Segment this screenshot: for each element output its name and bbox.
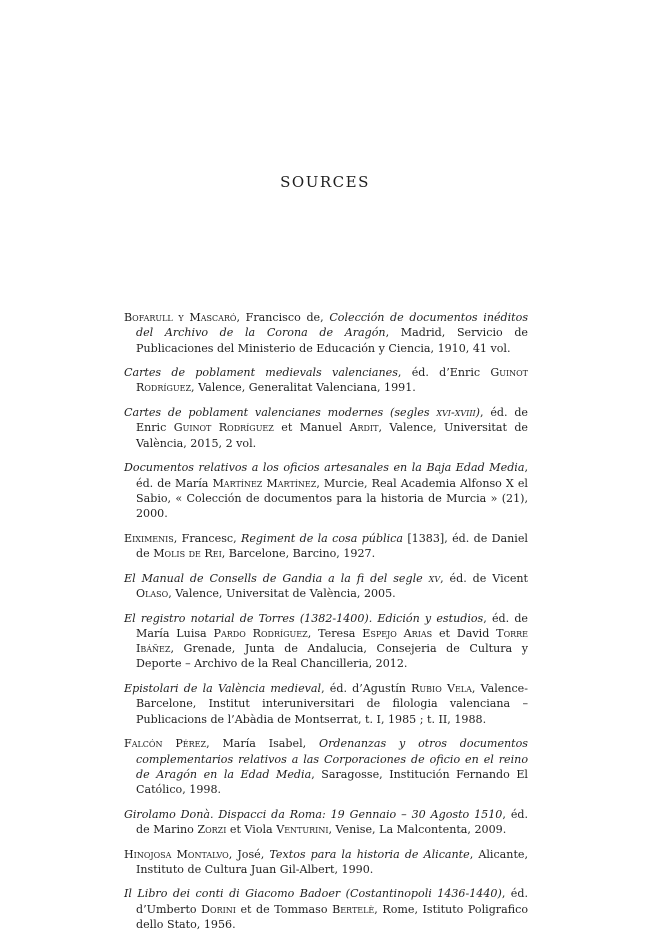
entry-text-segment: El registro notarial de Torres (1382-1400). Edición y estudios bbox=[124, 611, 484, 625]
entry-text-segment: , Valence, Universitat de València, 2005. bbox=[168, 586, 396, 600]
bibliography-entry bbox=[124, 611, 528, 672]
entry-text-segment: , Valence, Generalitat Valenciana, 1991. bbox=[191, 381, 416, 395]
entry-text-segment: , Francisco de, bbox=[236, 311, 330, 324]
entry-text-segment: , Madrid, Servicio de Publicaciones del Ministerio de Educación y Ciencia, 1910, 41 vol. bbox=[136, 326, 528, 355]
entry-text-segment: Cartes de poblament valencianes modernes (segles bbox=[124, 406, 437, 420]
bibliography-entry bbox=[124, 365, 528, 396]
entry-text-segment: Guinot Rodríguez bbox=[136, 366, 529, 395]
entry-text-segment: , Teresa bbox=[307, 626, 363, 640]
bibliography-entry bbox=[124, 531, 528, 562]
entry-text-segment: Dorini bbox=[201, 902, 236, 916]
entry-text-segment: et Manuel bbox=[273, 421, 350, 435]
entry-text-segment: ) bbox=[475, 406, 480, 420]
entry-text-segment: et Viola bbox=[226, 822, 277, 836]
entry-text-segment: , éd. de Vicent bbox=[440, 571, 528, 585]
entry-text-segment: Eiximenis bbox=[124, 531, 174, 545]
entry-text-segment: , Saragosse, Institución Fernando El Católico, 1998. bbox=[136, 767, 528, 797]
bibliography-entry bbox=[124, 736, 528, 797]
entry-text-segment: , Alicante, Instituto de Cultura Juan Gil-Albert, 1990. bbox=[136, 847, 528, 876]
bibliography-list bbox=[124, 310, 528, 942]
bibliography-entry bbox=[124, 571, 528, 602]
entry-text-segment: , José, bbox=[228, 847, 270, 861]
entry-text-segment: Colección de documentos inéditos del Archivo de la Corona de Aragón bbox=[136, 311, 529, 340]
entry-text-segment: , Rome, Istituto Poligrafico dello Stato, 1956. bbox=[136, 902, 528, 932]
entry-text-segment: Pardo Rodríguez bbox=[213, 626, 308, 640]
entry-text-segment: , Venise, La Malcontenta, 2009. bbox=[328, 822, 507, 836]
entry-text-segment: , María Isabel, bbox=[206, 737, 320, 751]
entry-text-segment: et de Tommaso bbox=[235, 902, 333, 916]
entry-text-segment: Molis de Rei bbox=[153, 547, 222, 561]
entry-text-segment: Rubio Vela bbox=[411, 682, 472, 696]
entry-text-segment: xv bbox=[428, 571, 441, 585]
entry-text-segment: Falcón Pérez bbox=[124, 737, 207, 751]
entry-text-segment: , éd. d’Umberto bbox=[136, 887, 529, 916]
entry-text-segment: , éd. d’Enric bbox=[397, 366, 491, 380]
entry-text-segment: , éd. de María bbox=[136, 461, 528, 490]
bibliography-entry bbox=[124, 681, 528, 727]
entry-text-segment: xvi-xviii bbox=[436, 406, 476, 420]
entry-text-segment: Espejo Arias bbox=[362, 626, 433, 640]
entry-text-segment: Ardit bbox=[349, 421, 379, 435]
entry-text-segment: Torre Ibáñez bbox=[136, 626, 529, 656]
entry-text-segment: Epistolari de la València medieval bbox=[124, 682, 322, 696]
bibliography-entry bbox=[124, 310, 528, 356]
entry-text-segment: El Manual de Consells de Gandia a la fi del segle bbox=[124, 571, 429, 585]
entry-text-segment: Documentos relativos a los oficios artesanales en la Baja Edad Media bbox=[124, 461, 525, 475]
entry-text-segment: Il Libro dei conti di Giacomo Badoer (Costantinopoli 1436-1440) bbox=[124, 887, 502, 901]
bibliography-entry bbox=[124, 886, 528, 932]
entry-text-segment: et David bbox=[432, 626, 497, 640]
bibliography-entry bbox=[124, 807, 528, 838]
entry-text-segment: [1383], éd. de Daniel de bbox=[136, 531, 528, 561]
bibliography-entry bbox=[124, 460, 528, 521]
entry-text-segment: , Francesc, bbox=[173, 531, 241, 545]
entry-text-segment: Bertelè bbox=[332, 902, 375, 916]
entry-text-segment: Cartes de poblament medievals valencianes bbox=[124, 366, 398, 380]
entry-text-segment: Bofarull y Mascaró bbox=[124, 311, 237, 324]
entry-text-segment: Textos para la historia de Alicante bbox=[269, 847, 470, 861]
entry-text-segment: Girolamo Donà. Dispacci da Roma: 19 Gennaio – 30 Agosto 1510 bbox=[124, 807, 503, 821]
entry-text-segment: , Murcie, Real Academia Alfonso X el Sabio, « Colección de documentos para la historia de Murcia » (21), 2000. bbox=[136, 476, 528, 521]
bibliography-entry bbox=[124, 847, 528, 878]
entry-text-segment: , éd. de Marino bbox=[136, 807, 529, 836]
entry-text-segment: , éd. de María Luisa bbox=[136, 611, 528, 640]
entry-text-segment: , Grenade, Junta de Andalucia, Consejeria de Cultura y Deporte – Archivo de la Real Chancilleria, 2012. bbox=[136, 642, 528, 671]
entry-text-segment: Venturini bbox=[276, 822, 329, 836]
entry-text-segment: , Barcelone, Barcino, 1927. bbox=[221, 547, 376, 561]
entry-text-segment: Zorzi bbox=[197, 822, 227, 836]
entry-text-segment: , Valence, Universitat de València, 2015, 2 vol. bbox=[136, 421, 528, 450]
bibliography-entry bbox=[124, 405, 528, 451]
entry-text-segment: Martínez Martínez bbox=[212, 476, 317, 490]
entry-text-segment: Regiment de la cosa pública bbox=[241, 531, 403, 545]
entry-text-segment: , Valence-Barcelone, Institut interuniversitari de filologia valenciana – Publicacions de l’Abàdia de Montserrat, t. I, 1985 ; t. II, 1988. bbox=[136, 682, 528, 726]
entry-text-segment: Guinot Rodríguez bbox=[173, 421, 274, 435]
entry-text-segment: , éd. d’Agustín bbox=[321, 682, 412, 696]
entry-text-segment: Olaso bbox=[136, 586, 169, 600]
entry-text-segment: , éd. de Enric bbox=[136, 406, 528, 435]
page-title: SOURCES bbox=[280, 173, 370, 192]
entry-text-segment: Ordenanzas y otros documentos complementarios relativos a las Corporaciones de oficio en el reino de Aragón en la Edad Media bbox=[136, 737, 528, 781]
entry-text-segment: Hinojosa Montalvo bbox=[124, 847, 229, 861]
